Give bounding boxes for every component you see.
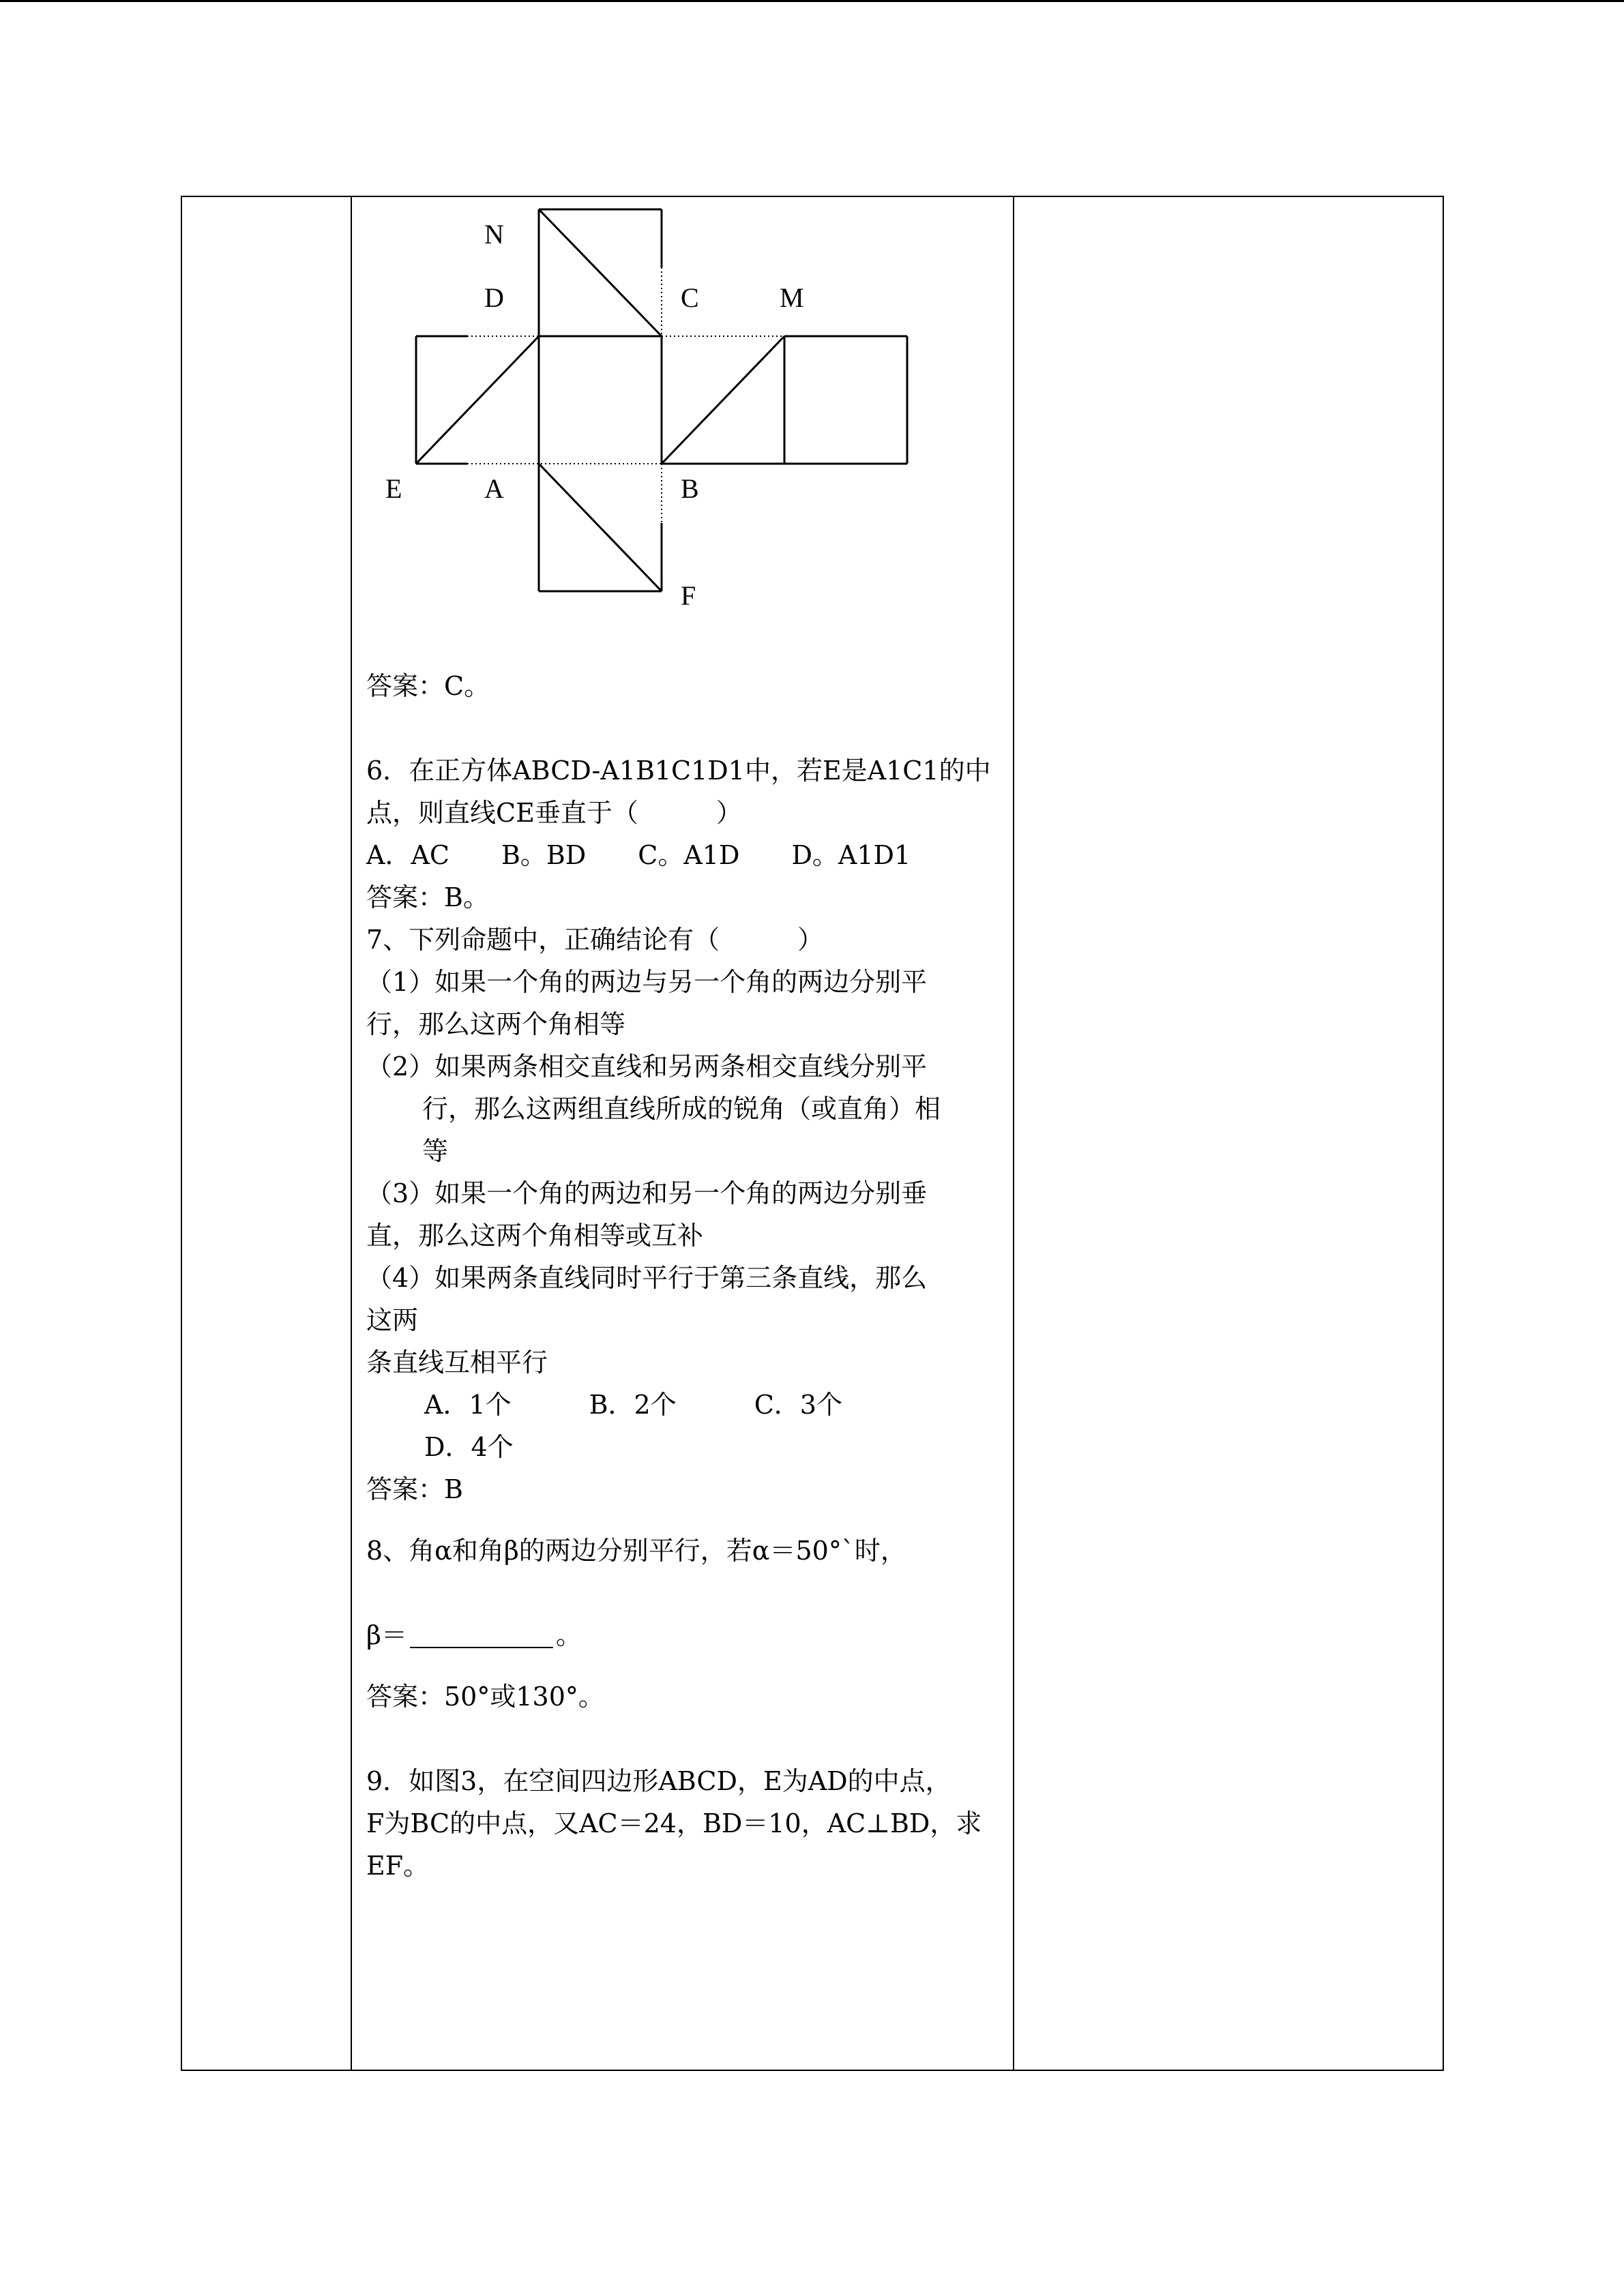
label-n: N	[484, 219, 504, 250]
q8-line-1: 8、角α和角β的两边分别平行，若α＝50°`时，	[366, 1536, 906, 1566]
label-f: F	[681, 580, 696, 611]
q7-p2-line-2: 行，那么这两组直线所成的锐角（或直角）相	[422, 1094, 941, 1124]
q7-options-line-1: A．1个 B．2个 C．3个	[424, 1390, 842, 1420]
q7-answer: 答案：B	[366, 1474, 463, 1504]
question-content	[366, 665, 1007, 1887]
q8-answer: 答案：50°或130°。	[366, 1682, 604, 1712]
q8-beta-prefix: β＝	[366, 1620, 407, 1650]
q9-line-3: EF。	[366, 1851, 430, 1881]
q7-p1-line-2: 行，那么这两个角相等	[366, 1009, 626, 1039]
cube-net-figure	[351, 198, 979, 627]
q9-line-1: 9．如图3，在空间四边形ABCD，E为AD的中点，	[366, 1766, 951, 1796]
label-a: A	[484, 473, 504, 504]
top-border	[0, 0, 1624, 2]
cube-net-svg	[351, 198, 979, 627]
q7-p4-line-1: （4）如果两条直线同时平行于第三条直线，那么	[366, 1263, 928, 1293]
label-b: B	[681, 473, 699, 504]
q7-p2-line-1: （2）如果两条相交直线和另两条相交直线分别平	[366, 1052, 928, 1082]
q8-answer-blank	[410, 1622, 553, 1648]
q6-options: A．AC B。BD C。A1D D。A1D1	[366, 840, 911, 870]
q8-suffix: 。	[555, 1620, 582, 1650]
q7-p4-line-3: 条直线互相平行	[366, 1347, 548, 1377]
q7-p4-line-2: 这两	[366, 1305, 419, 1335]
label-d: D	[484, 282, 504, 313]
column-divider-right	[1013, 197, 1014, 2070]
q6-line-1: 6．在正方体ABCD-A1B1C1D1中，若E是A1C1的中	[366, 756, 991, 786]
q7-options-line-2: D．4个	[424, 1432, 514, 1462]
q7-p2-line-3: 等	[422, 1136, 449, 1166]
q6-line-2: 点，则直线CE垂直于（ ）	[366, 798, 742, 828]
q7-p3-line-2: 直，那么这两个角相等或互补	[366, 1221, 704, 1251]
q7-p1-line-1: （1）如果一个角的两边与另一个角的两边分别平	[366, 967, 928, 997]
q7-p3-line-1: （3）如果一个角的两边和另一个角的两边分别垂	[366, 1178, 928, 1208]
label-e: E	[385, 473, 402, 504]
label-c: C	[681, 282, 699, 313]
q6-answer: 答案：B。	[366, 882, 489, 912]
label-m: M	[780, 282, 804, 313]
q7-stem: 7、下列命题中，正确结论有（ ）	[366, 925, 824, 955]
q8-line-2	[366, 1614, 1007, 1656]
q9-line-2: F为BC的中点，又AC＝24，BD＝10，AC⊥BD，求	[366, 1808, 982, 1838]
answer-5: 答案：C。	[366, 671, 490, 701]
